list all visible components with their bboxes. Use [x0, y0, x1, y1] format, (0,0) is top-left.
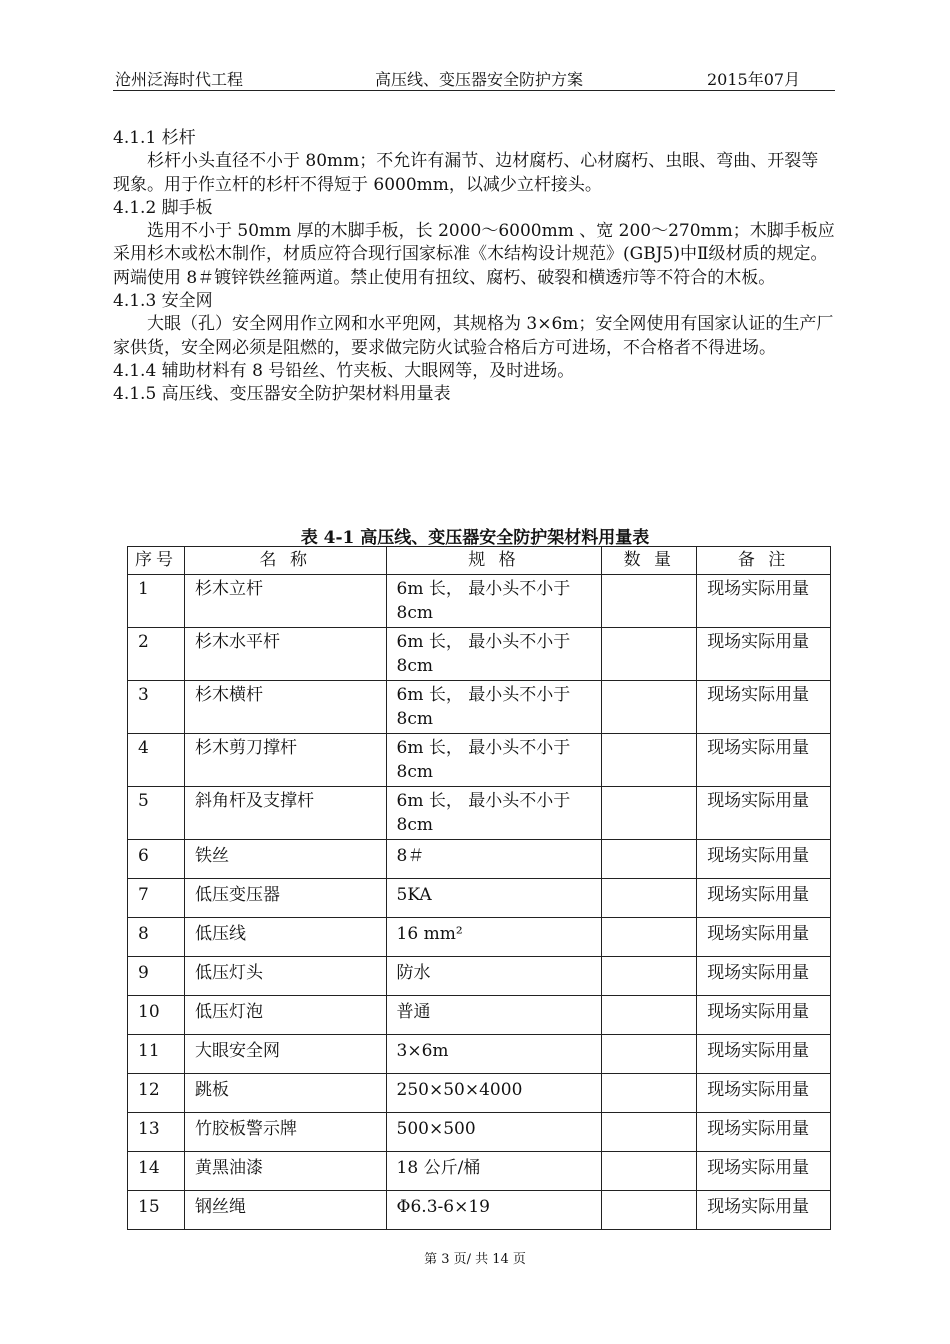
- table-cell: 14: [128, 1152, 185, 1191]
- table-cell: [602, 734, 697, 787]
- table-cell: 1: [128, 575, 185, 628]
- table-cell: 跳板: [184, 1074, 386, 1113]
- table-cell: 现场实际用量: [697, 996, 831, 1035]
- table-cell: 低压灯泡: [184, 996, 386, 1035]
- table-cell: [602, 575, 697, 628]
- table-cell: 2: [128, 628, 185, 681]
- header-document-title: 高压线、变压器安全防护方案: [375, 70, 584, 89]
- table-cell: 现场实际用量: [697, 957, 831, 996]
- table-cell: 现场实际用量: [697, 918, 831, 957]
- table-cell: 杉木立杆: [184, 575, 386, 628]
- table-cell: 8: [128, 918, 185, 957]
- table-row: [128, 879, 831, 918]
- table-row: [128, 1191, 831, 1230]
- section-heading: 4.1.5 高压线、变压器安全防护架材料用量表: [113, 384, 451, 405]
- table-cell: 现场实际用量: [697, 575, 831, 628]
- table-cell: [602, 1152, 697, 1191]
- table-cell: 6m 长， 最小头不小于 8cm: [386, 787, 602, 840]
- table-cell: 8＃: [386, 840, 602, 879]
- table-row: [128, 734, 831, 787]
- table-cell: [602, 787, 697, 840]
- table-cell: 6m 长， 最小头不小于 8cm: [386, 628, 602, 681]
- table-cell: 现场实际用量: [697, 1191, 831, 1230]
- table-cell: [602, 918, 697, 957]
- table-cell: [602, 1074, 697, 1113]
- table-cell: 现场实际用量: [697, 879, 831, 918]
- table-cell: [602, 840, 697, 879]
- table-cell: 6m 长， 最小头不小于 8cm: [386, 575, 602, 628]
- table-cell: 5KA: [386, 879, 602, 918]
- table-cell: [602, 1191, 697, 1230]
- header-cell: 名 称: [184, 547, 386, 575]
- body-paragraph: 杉杆小头直径不小于 80mm；不允许有漏节、边材腐朽、心材腐朽、虫眼、弯曲、开裂等现象。用于作立杆的杉杆不得短于 6000mm，以减少立杆接头。: [113, 151, 819, 195]
- header-cell: 数 量: [602, 547, 697, 575]
- table-cell: 5: [128, 787, 185, 840]
- table-cell: [602, 1113, 697, 1152]
- body-paragraph: 选用不小于 50mm 厚的木脚手板，长 2000～6000mm 、宽 200～270mm；木脚手板应采用杉木或松木制作，材质应符合现行国家标准《木结构设计规范》(GBJ5)中Ⅱ级材质的规定。两端使用 8＃镀锌铁丝箍两道。禁止使用有扭纹、腐朽、破裂和横透疖等不符合的木板。: [113, 221, 835, 288]
- table-cell: 500×500: [386, 1113, 602, 1152]
- table-cell: 16 mm²: [386, 918, 602, 957]
- table-cell: 杉木剪刀撑杆: [184, 734, 386, 787]
- header-cell: 序号: [128, 547, 185, 575]
- table-cell: 大眼安全网: [184, 1035, 386, 1074]
- table-cell: 3: [128, 681, 185, 734]
- table-cell: 250×50×4000: [386, 1074, 602, 1113]
- table-cell: 现场实际用量: [697, 734, 831, 787]
- table-row: [128, 840, 831, 879]
- table-cell: 杉木横杆: [184, 681, 386, 734]
- table-cell: [602, 957, 697, 996]
- table-cell: 低压灯头: [184, 957, 386, 996]
- page-header: [113, 64, 835, 91]
- table-row: [128, 918, 831, 957]
- table-cell: [602, 996, 697, 1035]
- table-row: [128, 681, 831, 734]
- table-cell: 11: [128, 1035, 185, 1074]
- section-heading: 4.1.3 安全网: [113, 291, 213, 312]
- table-row: [128, 787, 831, 840]
- table-cell: 现场实际用量: [697, 628, 831, 681]
- table-cell: 6: [128, 840, 185, 879]
- table-cell: 7: [128, 879, 185, 918]
- table-row: [128, 957, 831, 996]
- header-project-name: 沧州泛海时代工程: [115, 70, 244, 89]
- page-footer: 第 3 页/ 共 14 页: [424, 1252, 526, 1267]
- table-cell: [602, 628, 697, 681]
- materials-table: [127, 546, 831, 1230]
- table-cell: 15: [128, 1191, 185, 1230]
- table-cell: [602, 681, 697, 734]
- body-text: [113, 127, 835, 407]
- table-cell: 现场实际用量: [697, 681, 831, 734]
- table-cell: 现场实际用量: [697, 1152, 831, 1191]
- section-heading: 4.1.4 辅助材料有 8 号铅丝、竹夹板、大眼网等，及时进场。: [113, 360, 575, 381]
- table-cell: 10: [128, 996, 185, 1035]
- table-cell: [602, 879, 697, 918]
- table-cell: 12: [128, 1074, 185, 1113]
- table-cell: 6m 长， 最小头不小于 8cm: [386, 734, 602, 787]
- table-cell: 现场实际用量: [697, 1035, 831, 1074]
- header-date: 2015年07月: [707, 70, 801, 89]
- table-caption: 表 4-1 高压线、变压器安全防护架材料用量表: [300, 528, 650, 548]
- table-cell: 黄黑油漆: [184, 1152, 386, 1191]
- table-row: [128, 575, 831, 628]
- section-heading: 4.1.2 脚手板: [113, 197, 213, 218]
- table-cell: 4: [128, 734, 185, 787]
- table-cell: 杉木水平杆: [184, 628, 386, 681]
- table-cell: 3×6m: [386, 1035, 602, 1074]
- table-cell: 普通: [386, 996, 602, 1035]
- header-cell: 备 注: [697, 547, 831, 575]
- table-cell: 低压变压器: [184, 879, 386, 918]
- body-paragraph: 大眼（孔）安全网用作立网和水平兜网，其规格为 3×6m；安全网使用有国家认证的生产厂家供货，安全网必须是阻燃的，要求做完防火试验合格后方可进场，不合格者不得进场。: [113, 314, 834, 358]
- header-cell: 规 格: [386, 547, 602, 575]
- table-cell: 防水: [386, 957, 602, 996]
- table-cell: 9: [128, 957, 185, 996]
- table-cell: 现场实际用量: [697, 1074, 831, 1113]
- table-row: [128, 1074, 831, 1113]
- table-cell: 现场实际用量: [697, 840, 831, 879]
- table-cell: 现场实际用量: [697, 1113, 831, 1152]
- table-row: [128, 1035, 831, 1074]
- table-cell: [602, 1035, 697, 1074]
- table-cell: 竹胶板警示牌: [184, 1113, 386, 1152]
- table-cell: 13: [128, 1113, 185, 1152]
- table-row: [128, 1152, 831, 1191]
- table-cell: Φ6.3-6×19: [386, 1191, 602, 1230]
- table-row: [128, 1113, 831, 1152]
- table-header-row: [128, 547, 831, 575]
- table-cell: 低压线: [184, 918, 386, 957]
- table-cell: 斜角杆及支撑杆: [184, 787, 386, 840]
- table-row: [128, 628, 831, 681]
- table-cell: 现场实际用量: [697, 787, 831, 840]
- table-row: [128, 996, 831, 1035]
- table-cell: 18 公斤/桶: [386, 1152, 602, 1191]
- table-cell: 6m 长， 最小头不小于 8cm: [386, 681, 602, 734]
- table-cell: 钢丝绳: [184, 1191, 386, 1230]
- table-cell: 铁丝: [184, 840, 386, 879]
- section-heading: 4.1.1 杉杆: [113, 128, 196, 148]
